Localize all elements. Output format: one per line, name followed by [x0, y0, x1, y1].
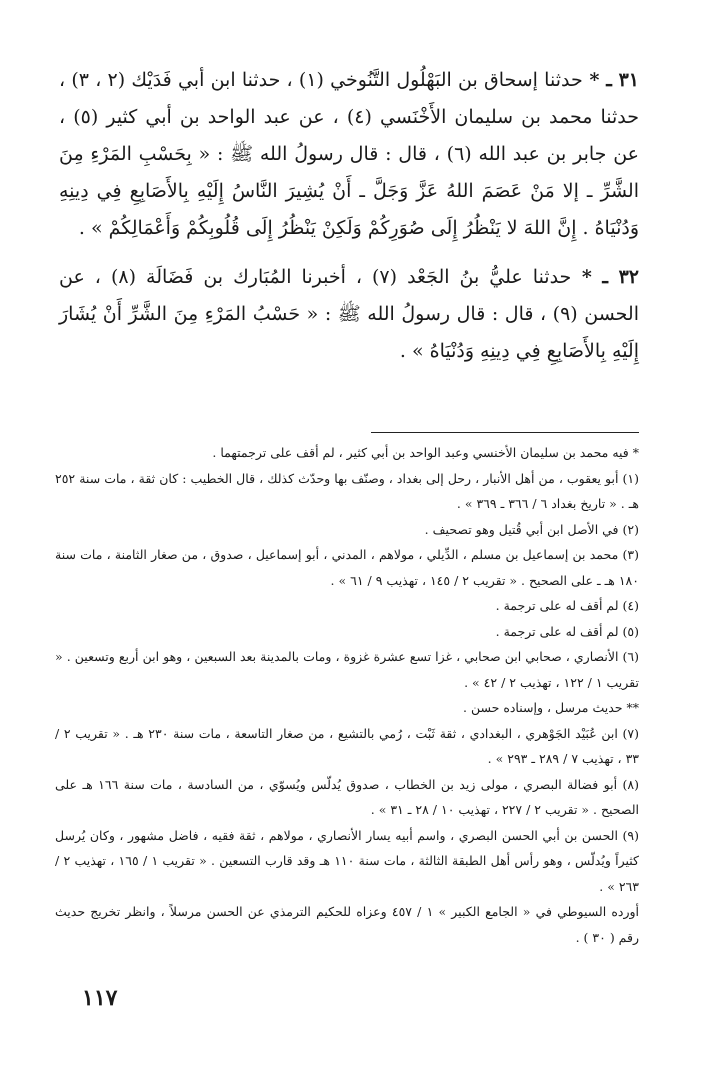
footnote-takhrij: أورده السيوطي في « الجامع الكبير » ١ / ٤٥٧ وعزاه للحكيم الترمذي عن الحسن مرسلاً ، وانظر تخريج حديث رقم ( ٣٠ ) .	[55, 904, 640, 945]
main-text	[59, 62, 639, 382]
footnote-5: (٥) لم أقف له على ترجمة .	[495, 623, 639, 639]
footnote-2: (٢) في الأصل ابن أبي قُتيل وهو تصحيف .	[424, 521, 639, 537]
footnote-9: (٩) الحسن بن أبي الحسن البصري ، واسم أبيه يسار الأنصاري ، مولاهم ، ثقة فقيه ، فاضل مشهور ، وكان يُرسل كثيراً ويُدلّس ، وهو رأس أهل الطبقة الثالثة ، مات سنة ١١٠ هـ وقد قارب التسعين . « تقريب ١ / ١٦٥ ، تهذيب ٢ / ٢٦٣ » .	[55, 827, 639, 894]
footnotes	[55, 440, 639, 950]
footnote-3: (٣) محمد بن إسماعيل بن مسلم ، الدِّيلي ، مولاهم ، المدني ، أبو إسماعيل ، صدوق ، من صغار الثامنة ، مات سنة ١٨٠ هـ ـ على الصحيح . « تقريب ٢ / ١٤٥ ، تهذيب ٩ / ٦١ » .	[55, 547, 639, 588]
page-number: ١١٧	[82, 985, 118, 1011]
footnote-note-31: * فيه محمد بن سليمان الأخنسي وعبد الواحد بن أبي كثير ، لم أقف على ترجمتهما .	[212, 445, 639, 460]
footnote-divider	[371, 432, 639, 433]
hadith-text: حدثنا إسحاق بن البَهْلُول التَّنُوخي (١) ، حدثنا ابن أبي فَدَيْك (٢ ، ٣) ، حدثنا محمد بن سليمان الأَخْنَسي (٤) ، عن عبد الواحد بن أبي كثير (٥) ، عن جابر بن عبد الله (٦) ، قال : قال رسولُ الله ﷺ : « بِحَسْبِ المَرْءِ مِنَ الشَّرِّ ـ إلا مَنْ عَصَمَ اللهُ عَزَّ وَجَلَّ ـ أَنْ يُشِيرَ النَّاسُ إِلَيْهِ بِالأَصَابِعِ فِي دِينِهِ وَدُنْيَاهُ . إِنَّ اللهَ لا يَنْظُرُ إِلَى صُوَرِكُمْ وَلَكِنْ يَنْظُرُ إِلَى قُلُوبِكُمْ وَأَعْمَالِكُمْ » .	[59, 69, 639, 239]
footnote-8: (٨) أبو فضالة البصري ، مولى زيد بن الخطاب ، صدوق يُدلّس ويُسوّي ، من السادسة ، مات سنة ١٦٦ هـ على الصحيح . « تقريب ٢ / ٢٢٧ ، تهذيب ١٠ / ٢٨ ـ ٣١ » .	[55, 776, 640, 817]
hadith-text: حدثنا عليُّ بنُ الجَعْد (٧) ، أخبرنا المُبَارك بن فَضَالَة (٨) ، عن الحسن (٩) ، قال : قال رسولُ الله ﷺ : « حَسْبُ المَرْءِ مِنَ الشَّرِّ أَنْ يُشَارَ إِلَيْهِ بِالأَصَابِعِ فِي دِينِهِ وَدُنْيَاهُ » .	[59, 266, 639, 362]
hadith-31	[59, 62, 639, 247]
hadith-number: ٣٢ ـ *	[571, 266, 639, 288]
footnote-note-32: ** حديث مرسل ، وإسناده حسن .	[463, 700, 639, 715]
hadith-number: ٣١ ـ *	[582, 69, 639, 91]
footnote-4: (٤) لم أقف له على ترجمة .	[495, 598, 639, 613]
footnote-7: (٧) ابن عُبَيْد الجَوْهري ، البغدادي ، ثقة ثَبْت ، رُمي بالتشيع ، من صغار التاسعة ، مات سنة ٢٣٠ هـ . « تقريب ٢ / ٣٣ ، تهذيب ٧ / ٢٨٩ ـ ٢٩٣ » .	[55, 725, 640, 766]
footnote-6: (٦) الأنصاري ، صحابي ابن صحابي ، غزا تسع عشرة غزوة ، ومات بالمدينة بعد السبعين ، وهو ابن أربع وتسعين . « تقريب ١ / ١٢٢ ، تهذيب ٢ / ٤٢ » .	[55, 649, 639, 690]
hadith-32	[59, 259, 639, 370]
footnote-1: (١) أبو يعقوب ، من أهل الأنبار ، رحل إلى بغداد ، وصنّف بها وحدّث كذلك ، قال الخطيب : كان ثقة ، مات سنة ٢٥٢ هـ . « تاريخ بغداد ٦ / ٣٦٦ ـ ٣٦٩ » .	[55, 470, 639, 511]
